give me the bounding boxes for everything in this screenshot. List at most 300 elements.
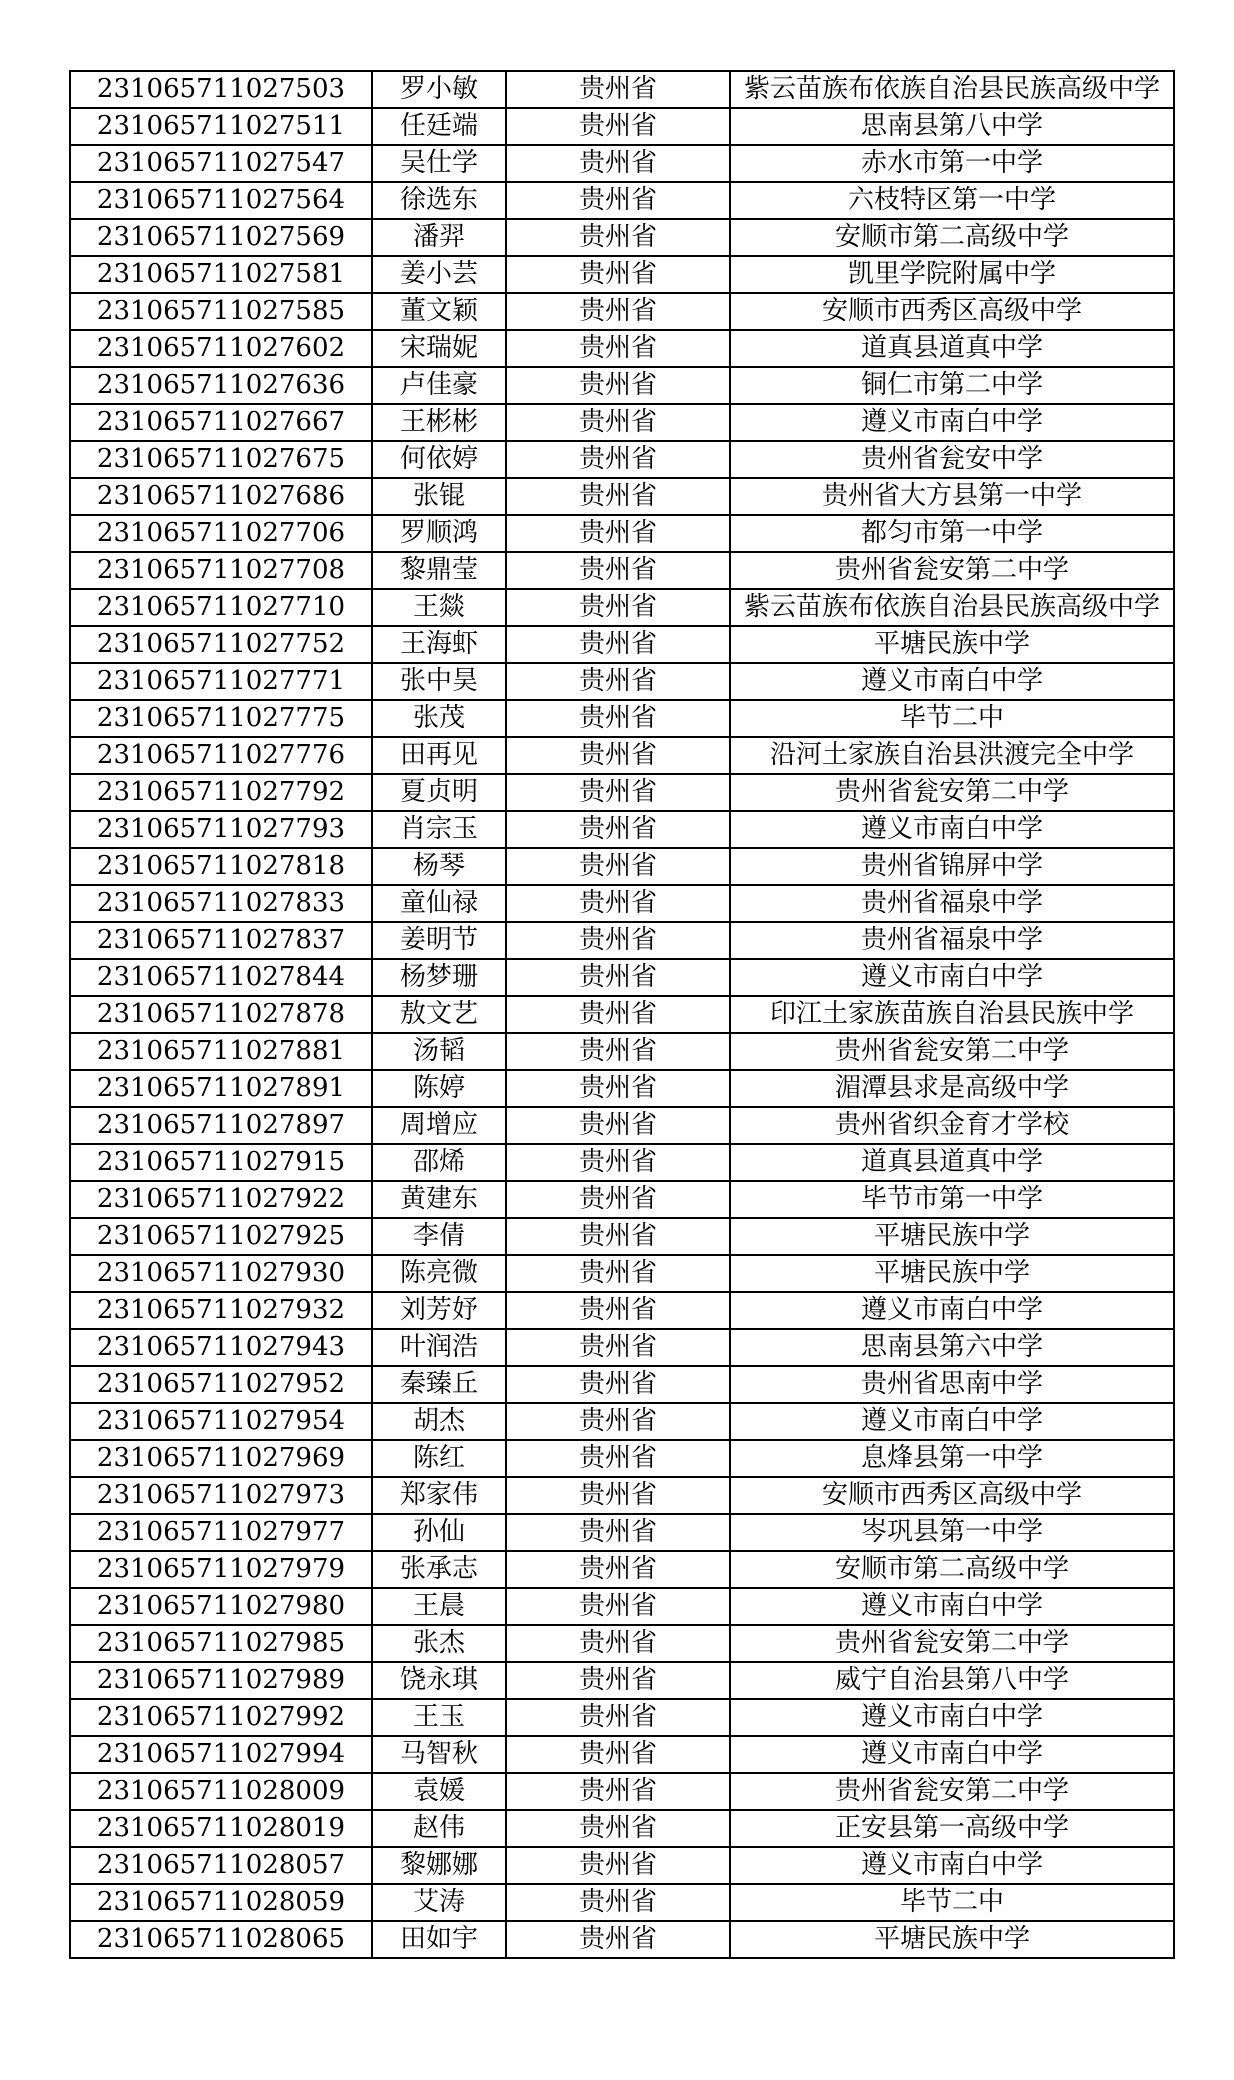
student-name-cell: 田如宇 [372,1921,506,1958]
student-name-cell: 艾涛 [372,1884,506,1921]
student-name-cell: 孙仙 [372,1514,506,1551]
school-name-text: 印江土家族苗族自治县民族中学 [769,999,1134,1029]
table-row [70,1699,1174,1736]
province-cell: 贵州省 [506,996,730,1033]
school-name-text: 毕节二中 [899,703,1004,733]
school-cell [730,1588,1174,1625]
student-name-cell: 胡杰 [372,1403,506,1440]
table-row [70,1033,1174,1070]
exam-number-cell: 231065711027925 [70,1218,372,1255]
school-cell [730,182,1174,219]
school-name-text: 遵义市南白中学 [860,1702,1043,1732]
province-cell: 贵州省 [506,441,730,478]
school-cell [730,959,1174,996]
student-name-cell: 马智秋 [372,1736,506,1773]
student-name-cell: 黎鼎莹 [372,552,506,589]
school-cell [730,404,1174,441]
school-cell [730,1810,1174,1847]
exam-number-cell: 231065711027989 [70,1662,372,1699]
school-cell [730,589,1174,626]
province-cell: 贵州省 [506,663,730,700]
exam-number-cell: 231065711027954 [70,1403,372,1440]
school-cell [730,219,1174,256]
table-row [70,774,1174,811]
table-row [70,811,1174,848]
school-cell [730,700,1174,737]
school-cell [730,1477,1174,1514]
exam-number-cell: 231065711027992 [70,1699,372,1736]
school-name-text: 贵州省福泉中学 [860,888,1043,918]
school-name-text: 紫云苗族布依族自治县民族高级中学 [743,74,1160,104]
student-name-cell: 杨梦珊 [372,959,506,996]
school-cell [730,145,1174,182]
table-row [70,1292,1174,1329]
student-name-cell: 何依婷 [372,441,506,478]
table-row [70,1588,1174,1625]
school-name-text: 赤水市第一中学 [860,148,1043,178]
table-row [70,1773,1174,1810]
school-cell [730,71,1174,108]
school-name-text: 正安县第一高级中学 [834,1813,1069,1843]
exam-number-cell: 231065711027706 [70,515,372,552]
student-name-cell: 夏贞明 [372,774,506,811]
table-row [70,1847,1174,1884]
province-cell: 贵州省 [506,1921,730,1958]
table-row [70,1477,1174,1514]
student-name-cell: 王彬彬 [372,404,506,441]
table-row [70,293,1174,330]
table-row [70,1329,1174,1366]
exam-number-cell: 231065711027930 [70,1255,372,1292]
school-name-text: 平塘民族中学 [873,1924,1030,1954]
province-cell: 贵州省 [506,330,730,367]
school-name-text: 贵州省思南中学 [860,1369,1043,1399]
school-name-text: 沿河土家族自治县洪渡完全中学 [769,740,1134,770]
student-name-cell: 王晨 [372,1588,506,1625]
student-name-cell: 黎娜娜 [372,1847,506,1884]
table-row [70,922,1174,959]
table-row [70,1440,1174,1477]
province-cell: 贵州省 [506,478,730,515]
school-name-text: 遵义市南白中学 [860,962,1043,992]
exam-number-cell: 231065711028065 [70,1921,372,1958]
province-cell: 贵州省 [506,293,730,330]
table-row [70,996,1174,1033]
province-cell: 贵州省 [506,774,730,811]
table-row [70,1218,1174,1255]
school-name-text: 安顺市第二高级中学 [834,1554,1069,1584]
table-row [70,367,1174,404]
exam-number-cell: 231065711028019 [70,1810,372,1847]
school-cell [730,996,1174,1033]
school-cell [730,1107,1174,1144]
province-cell: 贵州省 [506,182,730,219]
roster-table-body [70,71,1174,1958]
table-row [70,108,1174,145]
province-cell: 贵州省 [506,1773,730,1810]
exam-number-cell: 231065711027985 [70,1625,372,1662]
student-name-cell: 王燚 [372,589,506,626]
province-cell: 贵州省 [506,1440,730,1477]
school-name-text: 遵义市南白中学 [860,814,1043,844]
school-cell [730,1070,1174,1107]
school-name-text: 遵义市南白中学 [860,1850,1043,1880]
province-cell: 贵州省 [506,219,730,256]
student-name-cell: 潘羿 [372,219,506,256]
school-cell [730,885,1174,922]
school-cell [730,1366,1174,1403]
student-name-cell: 姜小芸 [372,256,506,293]
province-cell: 贵州省 [506,1514,730,1551]
table-row [70,478,1174,515]
exam-number-cell: 231065711027675 [70,441,372,478]
province-cell: 贵州省 [506,515,730,552]
province-cell: 贵州省 [506,700,730,737]
school-name-text: 平塘民族中学 [873,1221,1030,1251]
exam-number-cell: 231065711027564 [70,182,372,219]
province-cell: 贵州省 [506,552,730,589]
school-cell [730,1403,1174,1440]
student-name-cell: 李倩 [372,1218,506,1255]
exam-number-cell: 231065711027793 [70,811,372,848]
school-name-text: 贵州省福泉中学 [860,925,1043,955]
exam-number-cell: 231065711027922 [70,1181,372,1218]
province-cell: 贵州省 [506,256,730,293]
table-row [70,1181,1174,1218]
school-name-text: 遵义市南白中学 [860,1591,1043,1621]
province-cell: 贵州省 [506,1403,730,1440]
province-cell: 贵州省 [506,626,730,663]
exam-number-cell: 231065711027969 [70,1440,372,1477]
school-cell [730,108,1174,145]
school-cell [730,1292,1174,1329]
school-name-text: 岑巩县第一中学 [860,1517,1043,1547]
province-cell: 贵州省 [506,1218,730,1255]
school-name-text: 贵州省织金育才学校 [834,1110,1069,1140]
table-row [70,1625,1174,1662]
student-name-cell: 董文颖 [372,293,506,330]
student-name-cell: 邵烯 [372,1144,506,1181]
school-cell [730,441,1174,478]
school-cell [730,1551,1174,1588]
table-row [70,1514,1174,1551]
student-name-cell: 罗小敏 [372,71,506,108]
school-name-text: 贵州省瓮安中学 [860,444,1043,474]
exam-number-cell: 231065711027547 [70,145,372,182]
exam-number-cell: 231065711027897 [70,1107,372,1144]
student-name-cell: 张承志 [372,1551,506,1588]
school-name-text: 安顺市第二高级中学 [834,222,1069,252]
student-name-cell: 王海虾 [372,626,506,663]
school-cell [730,552,1174,589]
student-name-cell: 王玉 [372,1699,506,1736]
exam-number-cell: 231065711027833 [70,885,372,922]
student-name-cell: 田再见 [372,737,506,774]
exam-number-cell: 231065711027932 [70,1292,372,1329]
exam-number-cell: 231065711027881 [70,1033,372,1070]
school-cell [730,1514,1174,1551]
school-name-text: 贵州省瓮安第二中学 [834,1776,1069,1806]
table-row [70,1662,1174,1699]
student-name-cell: 杨琴 [372,848,506,885]
school-name-text: 威宁自治县第八中学 [834,1665,1069,1695]
exam-number-cell: 231065711027710 [70,589,372,626]
exam-number-cell: 231065711027775 [70,700,372,737]
exam-number-cell: 231065711027511 [70,108,372,145]
province-cell: 贵州省 [506,737,730,774]
school-cell [730,1847,1174,1884]
school-name-text: 都匀市第一中学 [860,518,1043,548]
student-name-cell: 任廷端 [372,108,506,145]
school-cell [730,1662,1174,1699]
school-cell [730,478,1174,515]
school-name-text: 遵义市南白中学 [860,1295,1043,1325]
exam-number-cell: 231065711027636 [70,367,372,404]
province-cell: 贵州省 [506,959,730,996]
province-cell: 贵州省 [506,589,730,626]
exam-number-cell: 231065711027602 [70,330,372,367]
province-cell: 贵州省 [506,1033,730,1070]
student-name-cell: 吴仕学 [372,145,506,182]
student-name-cell: 张中昊 [372,663,506,700]
table-row [70,1144,1174,1181]
school-cell [730,1033,1174,1070]
exam-number-cell: 231065711027818 [70,848,372,885]
province-cell: 贵州省 [506,1588,730,1625]
student-name-cell: 宋瑞妮 [372,330,506,367]
student-name-cell: 徐选东 [372,182,506,219]
school-cell [730,1329,1174,1366]
school-name-text: 毕节二中 [899,1887,1004,1917]
student-name-cell: 陈婷 [372,1070,506,1107]
school-name-text: 遵义市南白中学 [860,1406,1043,1436]
student-name-cell: 张杰 [372,1625,506,1662]
student-name-cell: 罗顺鸿 [372,515,506,552]
exam-number-cell: 231065711027771 [70,663,372,700]
province-cell: 贵州省 [506,367,730,404]
table-row [70,1884,1174,1921]
exam-number-cell: 231065711027891 [70,1070,372,1107]
school-name-text: 道真县道真中学 [860,333,1043,363]
exam-number-cell: 231065711027752 [70,626,372,663]
province-cell: 贵州省 [506,1255,730,1292]
table-row [70,626,1174,663]
table-row [70,404,1174,441]
table-row [70,1107,1174,1144]
school-cell [730,1625,1174,1662]
province-cell: 贵州省 [506,1810,730,1847]
school-cell [730,1921,1174,1958]
province-cell: 贵州省 [506,1736,730,1773]
school-name-text: 安顺市西秀区高级中学 [821,296,1082,326]
exam-number-cell: 231065711027943 [70,1329,372,1366]
school-cell [730,1144,1174,1181]
school-cell [730,1736,1174,1773]
exam-number-cell: 231065711028057 [70,1847,372,1884]
school-name-text: 毕节市第一中学 [860,1184,1043,1214]
province-cell: 贵州省 [506,404,730,441]
school-cell [730,1699,1174,1736]
school-name-text: 凯里学院附属中学 [847,259,1056,289]
province-cell: 贵州省 [506,1366,730,1403]
table-row [70,71,1174,108]
table-row [70,1255,1174,1292]
student-name-cell: 秦臻丘 [372,1366,506,1403]
school-name-text: 平塘民族中学 [873,629,1030,659]
school-cell [730,330,1174,367]
school-name-text: 贵州省瓮安第二中学 [834,1628,1069,1658]
student-name-cell: 饶永琪 [372,1662,506,1699]
school-name-text: 遵义市南白中学 [860,1739,1043,1769]
school-cell [730,922,1174,959]
table-row [70,256,1174,293]
student-name-cell: 卢佳豪 [372,367,506,404]
exam-number-cell: 231065711027878 [70,996,372,1033]
student-name-cell: 周增应 [372,1107,506,1144]
school-cell [730,1181,1174,1218]
exam-number-cell: 231065711027503 [70,71,372,108]
roster-sheet [69,70,1173,1959]
school-name-text: 思南县第六中学 [860,1332,1043,1362]
table-row [70,959,1174,996]
school-name-text: 息烽县第一中学 [860,1443,1043,1473]
school-cell [730,367,1174,404]
school-cell [730,1884,1174,1921]
school-name-text: 遵义市南白中学 [860,666,1043,696]
exam-number-cell: 231065711028009 [70,1773,372,1810]
student-name-cell: 叶润浩 [372,1329,506,1366]
school-name-text: 紫云苗族布依族自治县民族高级中学 [743,592,1160,622]
exam-number-cell: 231065711027708 [70,552,372,589]
province-cell: 贵州省 [506,848,730,885]
school-cell [730,737,1174,774]
school-cell [730,256,1174,293]
table-row [70,737,1174,774]
exam-number-cell: 231065711027977 [70,1514,372,1551]
table-row [70,1736,1174,1773]
table-row [70,1070,1174,1107]
student-name-cell: 袁媛 [372,1773,506,1810]
school-name-text: 平塘民族中学 [873,1258,1030,1288]
table-row [70,885,1174,922]
exam-number-cell: 231065711027792 [70,774,372,811]
table-row [70,1921,1174,1958]
exam-number-cell: 231065711027776 [70,737,372,774]
province-cell: 贵州省 [506,922,730,959]
province-cell: 贵州省 [506,1477,730,1514]
school-cell [730,1255,1174,1292]
school-name-text: 贵州省大方县第一中学 [821,481,1082,511]
province-cell: 贵州省 [506,885,730,922]
exam-number-cell: 231065711027686 [70,478,372,515]
school-cell [730,1440,1174,1477]
province-cell: 贵州省 [506,1884,730,1921]
school-name-text: 六枝特区第一中学 [847,185,1056,215]
exam-number-cell: 231065711027667 [70,404,372,441]
table-row [70,552,1174,589]
table-row [70,441,1174,478]
table-row [70,182,1174,219]
province-cell: 贵州省 [506,811,730,848]
province-cell: 贵州省 [506,1144,730,1181]
exam-number-cell: 231065711027994 [70,1736,372,1773]
school-cell [730,811,1174,848]
student-name-cell: 肖宗玉 [372,811,506,848]
school-cell [730,663,1174,700]
table-row [70,700,1174,737]
student-name-cell: 刘芳妤 [372,1292,506,1329]
student-name-cell: 张锟 [372,478,506,515]
student-name-cell: 赵伟 [372,1810,506,1847]
school-cell [730,626,1174,663]
province-cell: 贵州省 [506,71,730,108]
table-row [70,1551,1174,1588]
student-name-cell: 陈红 [372,1440,506,1477]
province-cell: 贵州省 [506,1181,730,1218]
province-cell: 贵州省 [506,1847,730,1884]
school-cell [730,774,1174,811]
school-name-text: 贵州省瓮安第二中学 [834,1036,1069,1066]
exam-number-cell: 231065711027581 [70,256,372,293]
table-row [70,145,1174,182]
province-cell: 贵州省 [506,108,730,145]
exam-number-cell: 231065711027973 [70,1477,372,1514]
exam-number-cell: 231065711027980 [70,1588,372,1625]
school-name-text: 遵义市南白中学 [860,407,1043,437]
province-cell: 贵州省 [506,1329,730,1366]
school-name-text: 贵州省瓮安第二中学 [834,555,1069,585]
exam-number-cell: 231065711027844 [70,959,372,996]
school-name-text: 道真县道真中学 [860,1147,1043,1177]
province-cell: 贵州省 [506,1070,730,1107]
table-row [70,515,1174,552]
school-name-text: 湄潭县求是高级中学 [834,1073,1069,1103]
exam-number-cell: 231065711027569 [70,219,372,256]
province-cell: 贵州省 [506,1625,730,1662]
table-row [70,219,1174,256]
school-cell [730,1773,1174,1810]
table-row [70,589,1174,626]
table-row [70,1366,1174,1403]
table-row [70,1810,1174,1847]
province-cell: 贵州省 [506,145,730,182]
exam-number-cell: 231065711027585 [70,293,372,330]
student-name-cell: 郑家伟 [372,1477,506,1514]
school-cell [730,515,1174,552]
student-name-cell: 张茂 [372,700,506,737]
table-row [70,330,1174,367]
student-name-cell: 童仙禄 [372,885,506,922]
exam-number-cell: 231065711027952 [70,1366,372,1403]
school-name-text: 安顺市西秀区高级中学 [821,1480,1082,1510]
school-name-text: 贵州省锦屏中学 [860,851,1043,881]
exam-number-cell: 231065711027915 [70,1144,372,1181]
province-cell: 贵州省 [506,1662,730,1699]
table-row [70,848,1174,885]
school-name-text: 思南县第八中学 [860,111,1043,141]
student-name-cell: 黄建东 [372,1181,506,1218]
student-name-cell: 姜明节 [372,922,506,959]
school-cell [730,1218,1174,1255]
student-name-cell: 汤韬 [372,1033,506,1070]
table-row [70,1403,1174,1440]
student-name-cell: 陈亮微 [372,1255,506,1292]
exam-number-cell: 231065711027979 [70,1551,372,1588]
province-cell: 贵州省 [506,1292,730,1329]
province-cell: 贵州省 [506,1107,730,1144]
school-cell [730,848,1174,885]
student-name-cell: 敖文艺 [372,996,506,1033]
